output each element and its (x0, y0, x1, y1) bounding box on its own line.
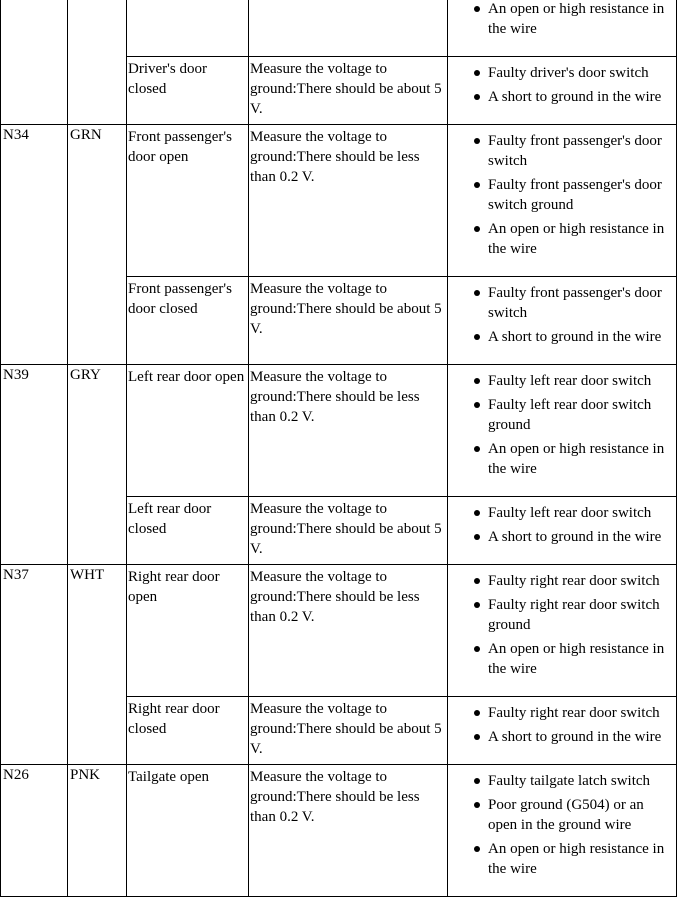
possible-cause-cell (448, 57, 677, 125)
cause-list (448, 497, 676, 553)
test-cell: Measure the voltage to ground:There should be about 5 V. (249, 497, 448, 565)
list-item: Poor ground (G504) or an open in the ground wire (488, 795, 676, 835)
list-item: An open or high resistance in the wire (488, 439, 676, 479)
list-item: Faulty front passenger's door switch (488, 283, 676, 323)
cause-list (448, 697, 676, 753)
wire-color-cell: PNK (68, 765, 127, 897)
table-row (1, 765, 677, 897)
table-row (1, 365, 677, 497)
table-row (1, 0, 677, 57)
possible-cause-cell (448, 125, 677, 277)
test-cell: Measure the voltage to ground:There should be about 5 V. (249, 697, 448, 765)
condition-cell: Left rear door closed (127, 497, 249, 565)
cause-list (448, 765, 676, 885)
possible-cause-cell (448, 277, 677, 365)
test-cell: Measure the voltage to ground:There should be about 5 V. (249, 277, 448, 365)
cause-list (448, 57, 676, 113)
pin-cell: N39 (1, 365, 68, 565)
pin-cell (1, 0, 68, 125)
cause-list (448, 565, 676, 685)
condition-cell: Right rear door closed (127, 697, 249, 765)
list-item: Faulty left rear door switch (488, 371, 676, 391)
test-cell: Measure the voltage to ground:There should be less than 0.2 V. (249, 365, 448, 497)
test-cell: Measure the voltage to ground:There should be less than 0.2 V. (249, 125, 448, 277)
list-item: Faulty left rear door switch ground (488, 395, 676, 435)
possible-cause-cell (448, 365, 677, 497)
test-cell: Measure the voltage to ground:There should be less than 0.2 V. (249, 765, 448, 897)
cause-list (448, 125, 676, 265)
list-item: Faulty left rear door switch (488, 503, 676, 523)
wire-color-cell: GRY (68, 365, 127, 565)
condition-cell: Front passenger's door open (127, 125, 249, 277)
list-item: A short to ground in the wire (488, 87, 676, 107)
possible-cause-cell (448, 565, 677, 697)
list-item: An open or high resistance in the wire (488, 219, 676, 259)
condition-cell: Left rear door open (127, 365, 249, 497)
list-item: Faulty tailgate latch switch (488, 771, 676, 791)
condition-cell: Front passenger's door closed (127, 277, 249, 365)
list-item: Faulty right rear door switch (488, 571, 676, 591)
list-item: An open or high resistance in the wire (488, 839, 676, 879)
list-item: A short to ground in the wire (488, 327, 676, 347)
possible-cause-cell (448, 497, 677, 565)
test-cell: Measure the voltage to ground:There should be about 5 V. (249, 57, 448, 125)
pin-cell: N37 (1, 565, 68, 765)
cause-list (448, 365, 676, 485)
list-item: A short to ground in the wire (488, 727, 676, 747)
test-cell (249, 0, 448, 57)
list-item: Faulty driver's door switch (488, 63, 676, 83)
condition-cell (127, 0, 249, 57)
list-item: A short to ground in the wire (488, 527, 676, 547)
wire-color-cell: WHT (68, 565, 127, 765)
list-item: An open or high resistance in the wire (488, 639, 676, 679)
condition-cell: Driver's door closed (127, 57, 249, 125)
condition-cell: Tailgate open (127, 765, 249, 897)
possible-cause-cell (448, 765, 677, 897)
list-item: Faulty front passenger's door switch ground (488, 175, 676, 215)
list-item: Faulty right rear door switch (488, 703, 676, 723)
possible-cause-cell (448, 697, 677, 765)
list-item: An open or high resistance in the wire (488, 0, 676, 39)
pin-cell: N34 (1, 125, 68, 365)
table-row (1, 565, 677, 697)
cause-list (448, 0, 676, 45)
table-row (1, 125, 677, 277)
possible-cause-cell (448, 0, 677, 57)
wire-color-cell: GRN (68, 125, 127, 365)
cause-list (448, 277, 676, 353)
condition-cell: Right rear door open (127, 565, 249, 697)
list-item: Faulty front passenger's door switch (488, 131, 676, 171)
wire-color-cell (68, 0, 127, 125)
test-cell: Measure the voltage to ground:There should be less than 0.2 V. (249, 565, 448, 697)
list-item: Faulty right rear door switch ground (488, 595, 676, 635)
pin-cell: N26 (1, 765, 68, 897)
